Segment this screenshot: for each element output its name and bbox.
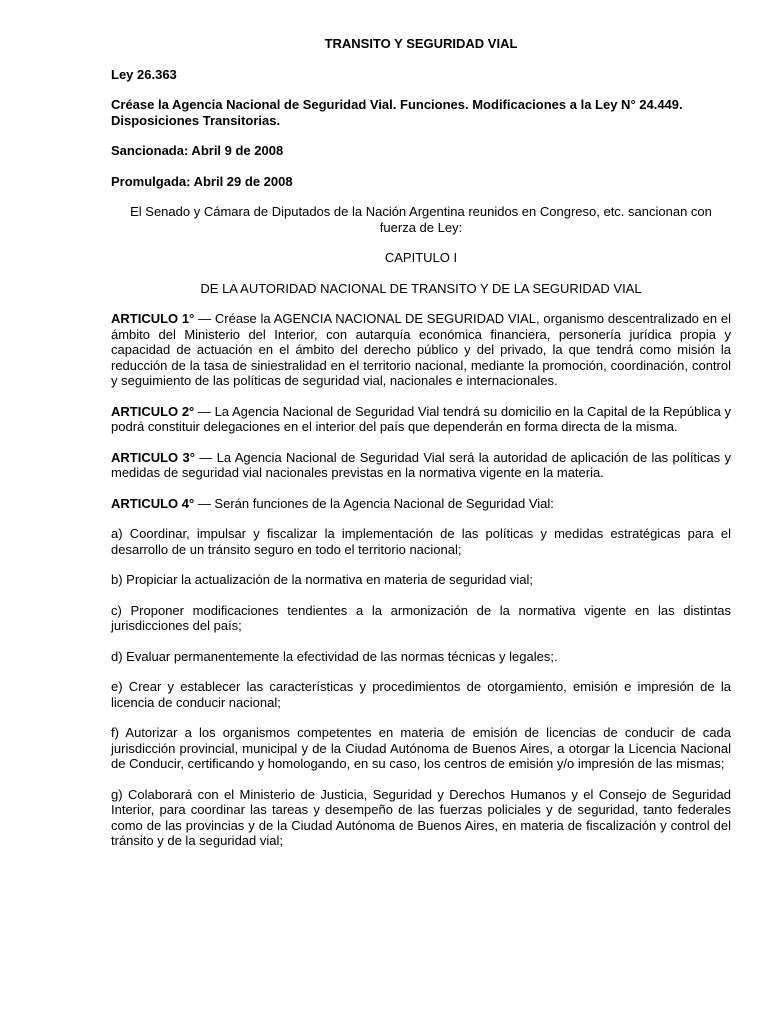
function-item-e: e) Crear y establecer las características y procedimientos de otorgamiento, emisión e impresión de la licencia de conducir nacional; bbox=[111, 679, 731, 710]
function-item-g: g) Colaborará con el Ministerio de Justicia, Seguridad y Derechos Humanos y el Consejo de Seguridad Interior, para coordinar las tareas y desempeño de las fuerzas policiales y de seguridad, tanto federales como de las provincias y de la Ciudad Autónoma de Buenos Aires, en materia de fiscalización y control del tránsito y de la seguridad vial; bbox=[111, 786, 731, 848]
function-item-f: f) Autorizar a los organismos competentes en materia de emisión de licencias de conducir de cada jurisdicción provincial, municipal y de la Ciudad Autónoma de Buenos Aires, a otorgar la Licencia Nacional de Conducir, certificando y homologando, en su caso, los centros de emisión y/o impresión de las mismas; bbox=[111, 725, 731, 771]
article-2 bbox=[111, 404, 731, 435]
article-label: ARTICULO 2° bbox=[111, 403, 195, 419]
law-summary: Créase la Agencia Nacional de Seguridad Vial. Funciones. Modificaciones a la Ley N° 24.449. Disposiciones Transitorias. bbox=[111, 97, 683, 128]
article-text: — Serán funciones de la Agencia Nacional de Seguridad Vial: bbox=[194, 495, 554, 511]
chapter-title: DE LA AUTORIDAD NACIONAL DE TRANSITO Y DE LA SEGURIDAD VIAL bbox=[200, 280, 642, 296]
sanctioned-date: Sancionada: Abril 9 de 2008 bbox=[111, 143, 284, 158]
preamble: El Senado y Cámara de Diputados de la Nación Argentina reunidos en Congreso, etc. sancionan con fuerza de Ley: bbox=[130, 204, 712, 235]
function-item-c: c) Proponer modificaciones tendientes a la armonización de la normativa vigente en las distintas jurisdicciones del país; bbox=[111, 602, 731, 633]
article-1 bbox=[111, 311, 731, 389]
article-label: ARTICULO 4° bbox=[111, 495, 195, 511]
article-text: — La Agencia Nacional de Seguridad Vial será la autoridad de aplicación de las políticas y medidas de seguridad vial nacionales previstas en la normativa vigente en la materia. bbox=[111, 449, 731, 480]
function-item-d: d) Evaluar permanentemente la efectividad de las normas técnicas y legales;. bbox=[111, 648, 558, 664]
law-number: Ley 26.363 bbox=[111, 66, 177, 82]
article-label: ARTICULO 3° bbox=[111, 449, 195, 465]
article-text: — La Agencia Nacional de Seguridad Vial tendrá su domicilio en la Capital de la República y podrá constituir delegaciones en el interior del país que dependerán en forma directa de la misma. bbox=[111, 403, 731, 434]
function-item-a: a) Coordinar, impulsar y fiscalizar la implementación de las políticas y medidas estratégicas para el desarrollo de un tránsito seguro en todo el territorio nacional; bbox=[111, 526, 731, 557]
article-3 bbox=[111, 450, 731, 481]
promulgated-date: Promulgada: Abril 29 de 2008 bbox=[111, 173, 293, 189]
function-item-b: b) Propiciar la actualización de la normativa en materia de seguridad vial; bbox=[111, 572, 533, 587]
article-4 bbox=[111, 496, 731, 512]
article-label: ARTICULO 1° bbox=[111, 311, 195, 326]
document-title: TRANSITO Y SEGURIDAD VIAL bbox=[324, 36, 518, 51]
chapter-heading: CAPITULO I bbox=[384, 250, 458, 265]
article-text: — Créase la AGENCIA NACIONAL DE SEGURIDAD VIAL, organismo descentralizado en el ámbito del Ministerio del Interior, con autarquía económica financiera, personería jurídica propia y capacidad de actuación en el ámbito del derecho público y del privado, la que tendrá como misión la reducción de la tasa de siniestralidad en el territorio nacional, mediante la promoción, coordinación, control y seguimiento de las políticas de seguridad vial, nacionales e internacionales. bbox=[111, 311, 732, 388]
